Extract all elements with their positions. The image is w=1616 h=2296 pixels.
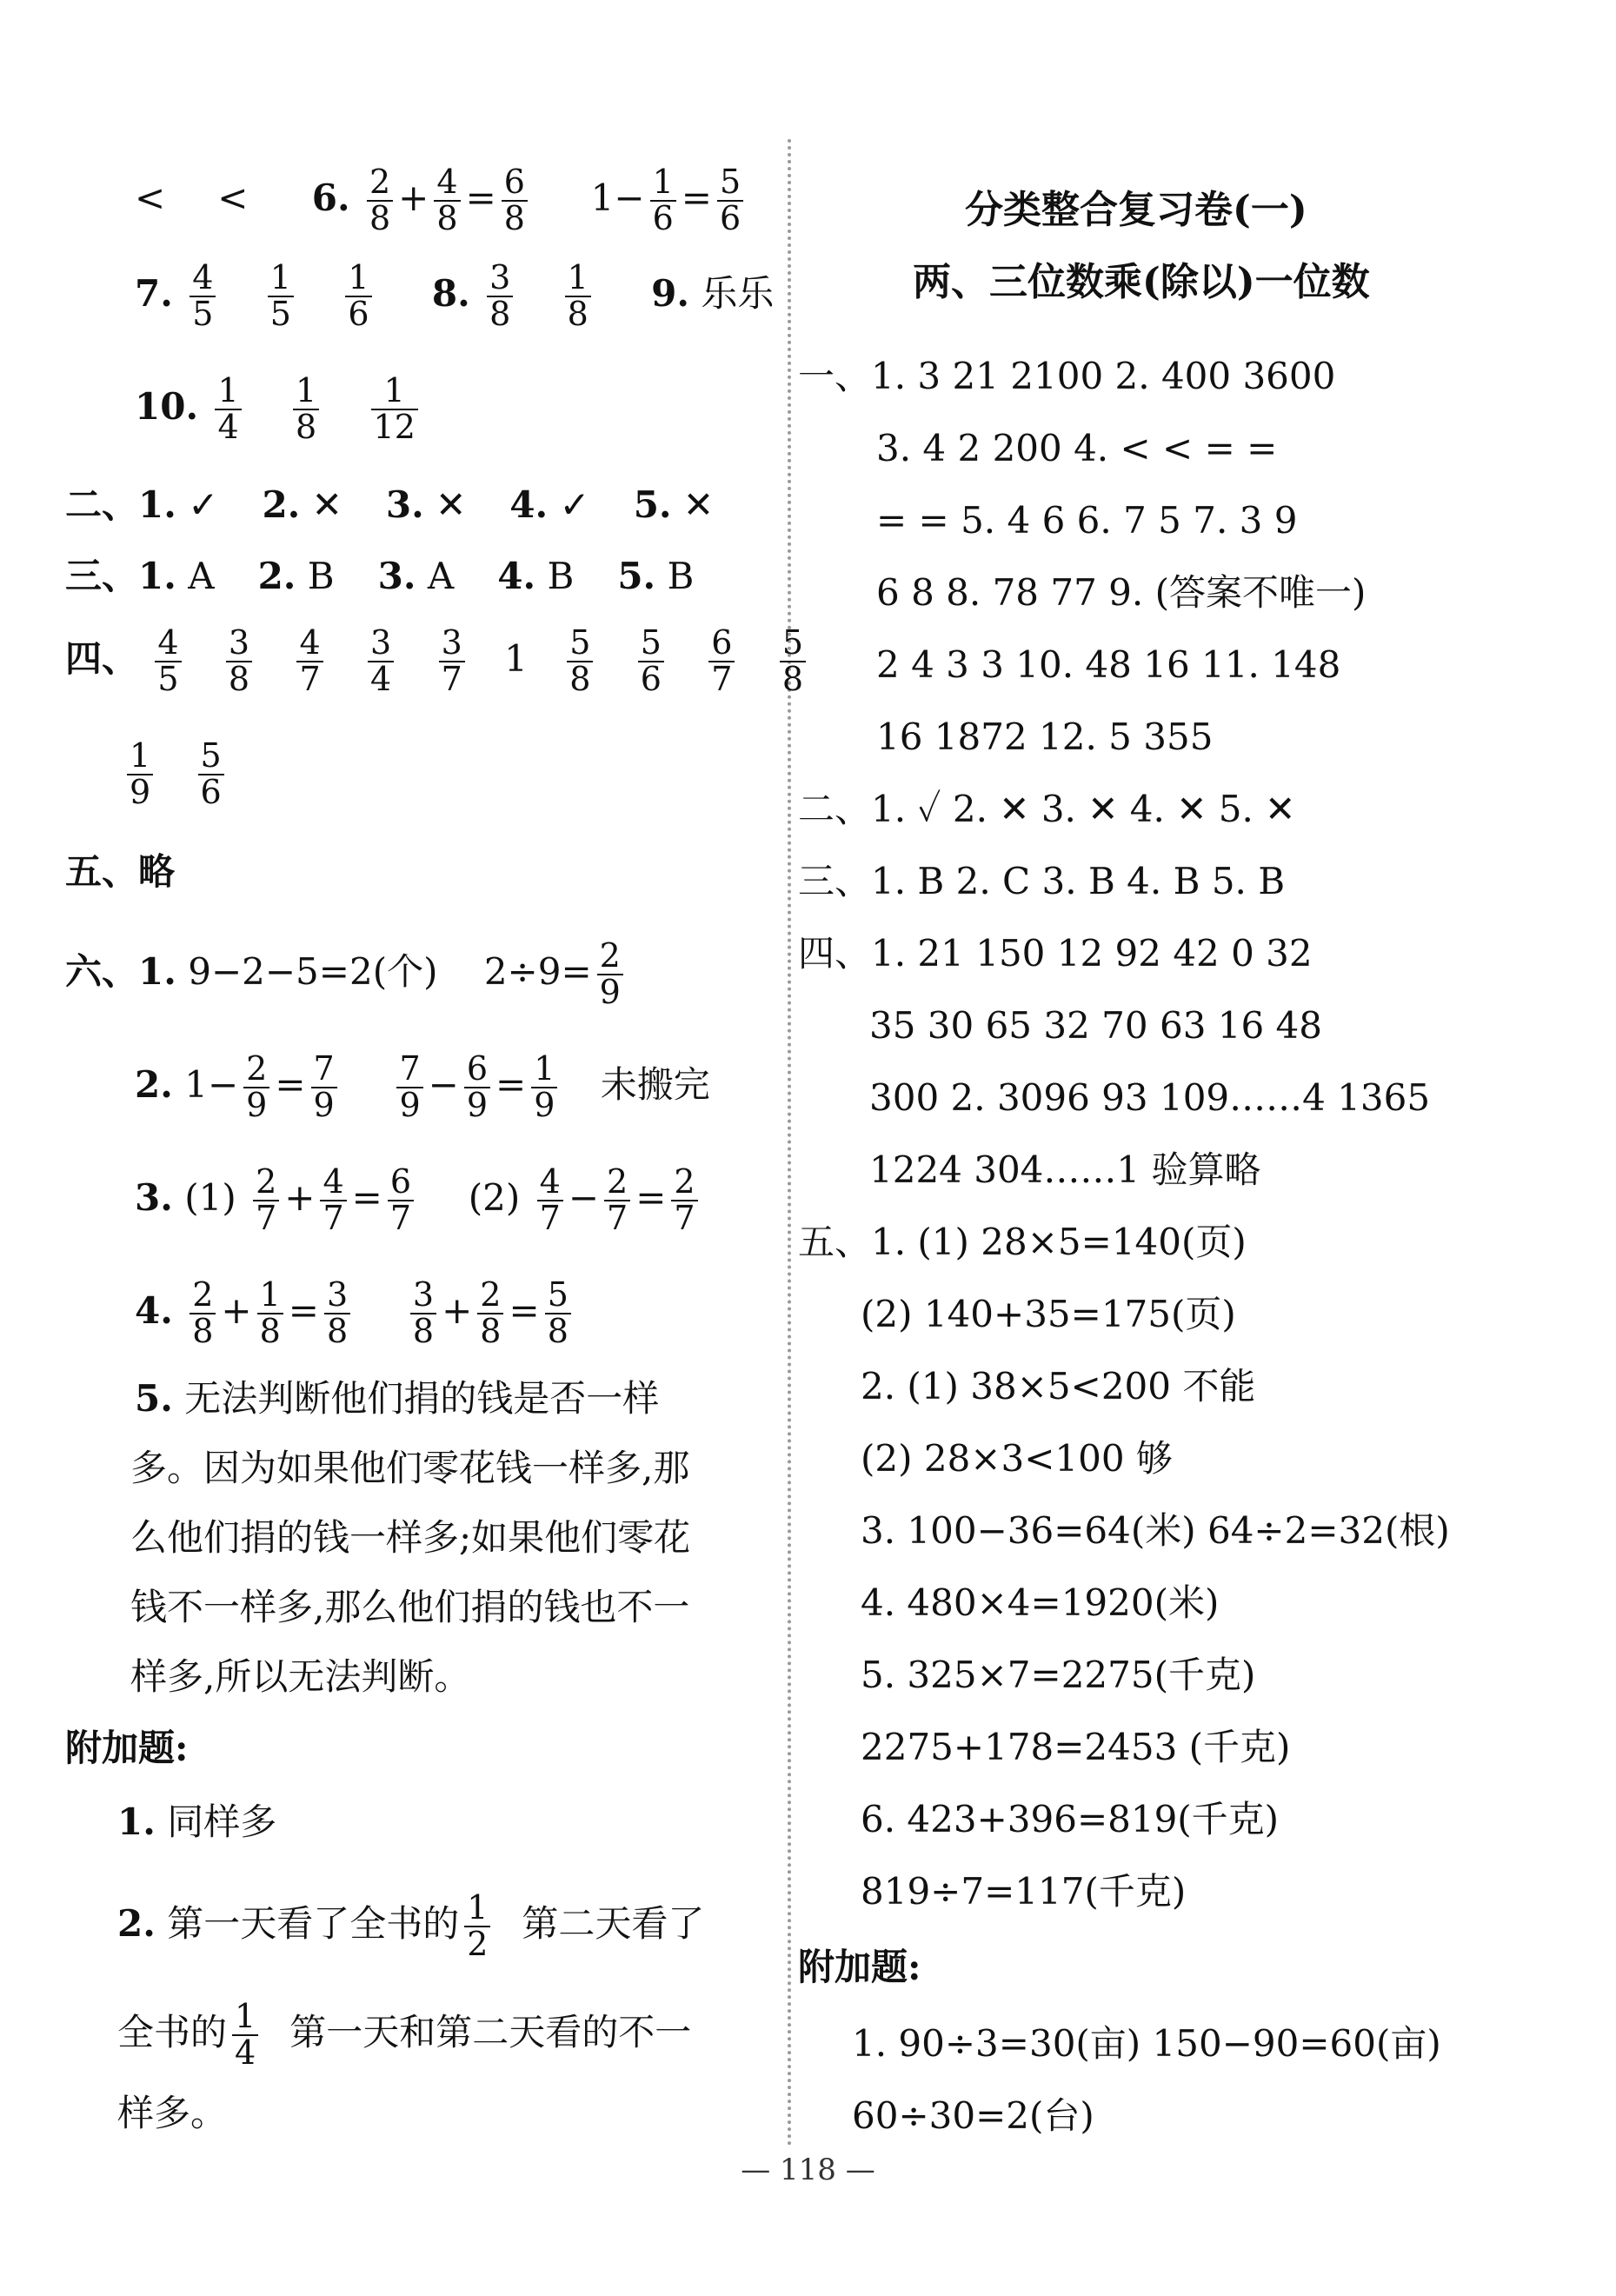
right-yi-line-2: 3. 4 2 200 4. < < = =: [876, 427, 1278, 469]
left-section-san: 三、1. A 2. B 3. A 4. B 5. B: [65, 555, 695, 597]
right-yi-line-4: 6 8 8. 78 77 9. (答案不唯一): [876, 571, 1367, 614]
right-fujia-label: 附加题:: [798, 1946, 921, 1988]
right-title-1: 分类整合复习卷(一): [965, 188, 1307, 232]
left-fujia-q2-line-3: 样多。: [117, 2092, 228, 2134]
left-section-liu-q2: 2. 1− $\frac{2}{9}$ = $\frac{7}{9}$ $\frac{7}{9}$ − $\frac{6}{9}$ = $\frac{1}{9}$ 未搬完: [135, 1049, 710, 1124]
right-er-line: 二、1. ✓ 2. ✕ 3. ✕ 4. ✕ 5. ✕: [798, 788, 1296, 830]
left-line-2: 7. $\frac{4}{5}$ $\frac{1}{5}$ $\frac{1}{6}$ 8. $\frac{3}{8}$ $\frac{1}{8}$ 9. 乐乐: [135, 258, 775, 333]
right-yi-line-6: 16 1872 12. 5 355: [876, 715, 1214, 758]
right-fujia-line-1: 1. 90÷3=30(亩) 150−90=60(亩): [852, 2022, 1441, 2065]
left-liu-q5-line-5: 样多,所以无法判断。: [130, 1655, 471, 1698]
left-section-wu: 五、略: [65, 850, 176, 893]
left-section-liu-q1: 六、1. 9−2−5=2(个) 2÷9= $\frac{2}{9}$: [65, 939, 628, 1010]
left-line-3: 10. $\frac{1}{4}$ $\frac{1}{8}$ $\frac{1}{12}$: [135, 374, 423, 445]
left-fujia-q1: 1. 同样多: [117, 1800, 277, 1843]
left-fujia-q2-line-1: 2. 第一天看了全书的 $\frac{1}{2}$ 第二天看了: [117, 1888, 705, 1963]
right-san-line: 三、1. B 2. C 3. B 4. B 5. B: [798, 860, 1286, 902]
right-si-line-4: 1224 304……1 验算略: [869, 1148, 1261, 1191]
page-number: — 118 —: [741, 2153, 875, 2187]
left-section-er: 二、1. ✓ 2. ✕ 3. ✕ 4. ✓ 5. ✕: [65, 483, 715, 526]
left-fujia-label: 附加题:: [65, 1727, 189, 1769]
left-liu-q5-line-1: 5. 无法判断他们捐的钱是否一样: [135, 1377, 660, 1420]
right-wu-line-3: 2. (1) 38×5<200 不能: [861, 1365, 1256, 1408]
right-si-line-1: 四、1. 21 150 12 92 42 0 32: [798, 932, 1313, 975]
left-liu-q5-line-4: 钱不一样多,那么他们捐的钱也不一: [130, 1586, 690, 1628]
right-wu-line-2: (2) 140+35=175(页): [861, 1293, 1236, 1335]
right-wu-line-5: 3. 100−36=64(米) 64÷2=32(根): [861, 1509, 1450, 1552]
right-title-2: 两、三位数乘(除以)一位数: [913, 260, 1370, 304]
left-section-si: 四、 $\frac{4}{5}$ $\frac{3}{8}$ $\frac{4}{7}$ $\frac{3}{4}$ $\frac{3}{7}$ 1 $\frac{5}{8}$ $\frac{5}{6}$ $\frac{6}{7}$ $\frac{5}{8}$: [65, 626, 811, 697]
left-section-liu-q4: 4. $\frac{2}{8}$ + $\frac{1}{8}$ = $\frac{3}{8}$ $\frac{3}{8}$ + $\frac{2}{8}$ = $\frac{5}{8}$: [135, 1278, 576, 1349]
right-wu-line-7: 5. 325×7=2275(千克): [861, 1654, 1256, 1696]
left-section-si-2: $\frac{1}{9}$ $\frac{5}{6}$: [122, 739, 229, 810]
left-section-liu-q3: 3. (1) $\frac{2}{7}$ + $\frac{4}{7}$ = $\frac{6}{7}$ (2) $\frac{4}{7}$ − $\frac{2}{7}$ = $\frac{2}{7}$: [135, 1165, 703, 1236]
right-wu-line-9: 6. 423+396=819(千克): [861, 1798, 1280, 1840]
column-divider: [788, 139, 791, 2147]
right-si-line-3: 300 2. 3096 93 109……4 1365: [869, 1076, 1431, 1119]
right-wu-line-8: 2275+178=2453 (千克): [861, 1726, 1291, 1768]
right-yi-line-3: = = 5. 4 6 6. 7 5 7. 3 9: [876, 499, 1298, 542]
right-yi-line-1: 一、1. 3 21 2100 2. 400 3600: [798, 355, 1336, 397]
left-fujia-q2-line-2: 全书的 $\frac{1}{4}$ 第一天和第二天看的不一: [117, 1997, 692, 2072]
right-wu-line-1: 五、1. (1) 28×5=140(页): [798, 1221, 1247, 1263]
left-line-1: < < 6. $\frac{2}{8}$ + $\frac{4}{8}$ = $\frac{6}{8}$ 1− $\frac{1}{6}$ = $\frac{5}{6}$: [135, 165, 748, 236]
right-wu-line-4: (2) 28×3<100 够: [861, 1437, 1173, 1480]
right-wu-line-10: 819÷7=117(千克): [861, 1870, 1187, 1913]
right-fujia-line-2: 60÷30=2(台): [852, 2094, 1094, 2137]
left-liu-q5-line-3: 么他们捐的钱一样多;如果他们零花: [130, 1516, 691, 1559]
right-si-line-2: 35 30 65 32 70 63 16 48: [869, 1004, 1323, 1047]
left-liu-q5-line-2: 多。因为如果他们零花钱一样多,那: [130, 1447, 690, 1489]
right-wu-line-6: 4. 480×4=1920(米): [861, 1581, 1220, 1624]
right-yi-line-5: 2 4 3 3 10. 48 16 11. 148: [876, 643, 1341, 686]
